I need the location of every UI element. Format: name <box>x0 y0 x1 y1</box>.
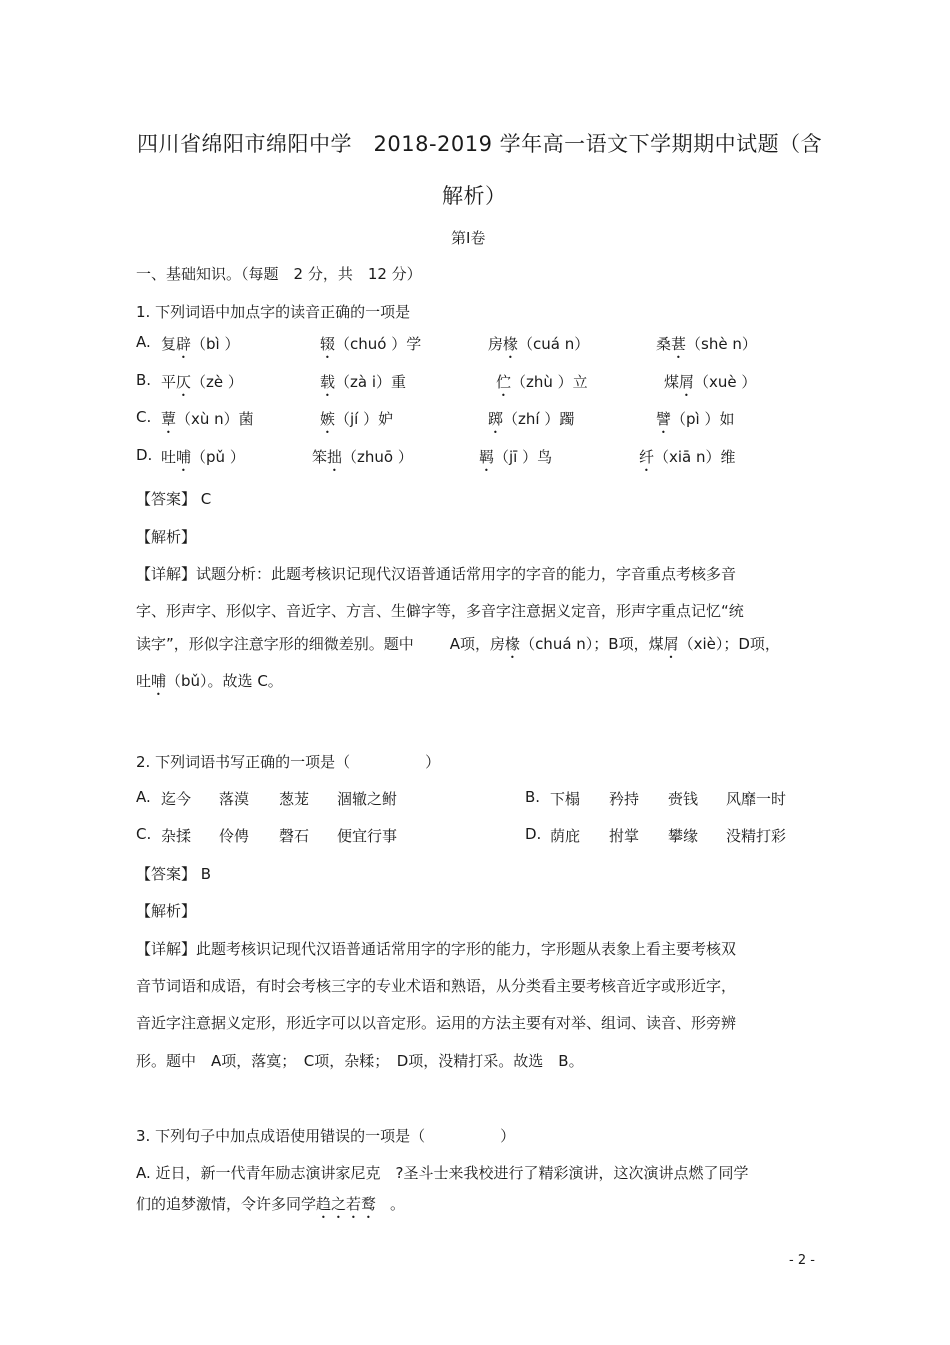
dotted-char: 哺 <box>151 672 167 690</box>
dotted-char: 葚 <box>671 335 687 353</box>
pinyin: （cuá n） <box>518 335 590 353</box>
pinyin: （jī ）鸟 <box>494 448 553 466</box>
text: （bǔ）。故选 C。 <box>166 672 283 690</box>
pinyin: （zhí ）躅 <box>503 410 575 428</box>
option-word: 荫庇 <box>550 827 581 845</box>
option-word: 迄今 <box>161 790 192 808</box>
char: 煤 <box>664 373 680 391</box>
dotted-char: 屑 <box>663 635 679 653</box>
char: 吐 <box>161 448 177 466</box>
char: 房 <box>488 335 504 353</box>
option-word <box>320 408 393 437</box>
option-word <box>479 446 552 475</box>
pinyin: （xù n）菌 <box>176 410 254 428</box>
option-word: 伶俜 <box>219 827 250 845</box>
q1-option-d <box>136 446 836 470</box>
option-word: 落漠 <box>219 790 250 808</box>
pinyin: （jí ）妒 <box>335 410 394 428</box>
option-word <box>656 333 757 362</box>
option-word <box>161 371 243 400</box>
pinyin: （zà i）重 <box>335 373 407 391</box>
q1-option-b <box>136 371 836 395</box>
option-word <box>161 333 240 362</box>
dotted-char: 踯 <box>488 410 504 428</box>
q2-option-a <box>136 788 506 812</box>
char: 桑 <box>656 335 672 353</box>
q2-option-c <box>136 825 506 849</box>
q2-option-d <box>525 825 825 849</box>
dotted-char: 蕈 <box>161 410 177 428</box>
dotted-char: 伫 <box>496 373 512 391</box>
text: 们的追梦激情，令许多同学 <box>136 1195 317 1213</box>
dotted-char: 载 <box>320 373 336 391</box>
q1-detail-line1: 【详解】试题分析：此题考核识记现代汉语普通话常用字的字音的能力，字音重点考核多音 <box>136 565 737 583</box>
volume-heading: 第Ⅰ卷 <box>451 229 486 247</box>
dotted-char: 纤 <box>639 448 655 466</box>
option-word: 杂揉 <box>161 827 192 845</box>
option-label: A. <box>136 333 151 351</box>
document-title-line1: 四川省绵阳市绵阳中学 2018-2019 学年高一语文下学期期中试题（含 <box>137 132 823 156</box>
option-word <box>161 408 254 437</box>
q2-detail-line2: 音节词语和成语，有时会考核三字的专业术语和熟语，从分类看主要考核音近字或形近字， <box>136 977 737 995</box>
dotted-char: 椽 <box>505 635 521 653</box>
option-word: 涸辙之鲋 <box>337 790 398 808</box>
option-word: 便宜行事 <box>337 827 398 845</box>
char: 复 <box>161 335 177 353</box>
pinyin: （zhù ）立 <box>511 373 588 391</box>
char: 平 <box>161 373 177 391</box>
option-word: 攀缘 <box>668 827 699 845</box>
pinyin: （shè n） <box>686 335 757 353</box>
pinyin: （chuó ）学 <box>335 335 422 353</box>
q2-detail-line3: 音近字注意据义定形，形近字可以以音定形。运用的方法主要有对举、组词、读音、形旁辨 <box>136 1014 737 1032</box>
option-word: 磬石 <box>279 827 310 845</box>
dotted-char: 拙 <box>327 448 343 466</box>
q1-detail-line2: 字、形声字、形似字、音近字、方言、生僻字等，多音字注意据义定音，形声字重点记忆“统 <box>136 602 744 620</box>
option-word <box>656 408 734 437</box>
option-word <box>320 333 421 362</box>
option-word: 矜持 <box>609 790 640 808</box>
document-title-line2: 解析） <box>442 184 507 208</box>
dotted-char: 辍 <box>320 335 336 353</box>
option-word: 拊掌 <box>609 827 640 845</box>
text: 吐 <box>136 672 152 690</box>
text: （chuá n）；B项，煤 <box>520 635 664 653</box>
option-label: C. <box>136 408 152 426</box>
option-label: B. <box>525 788 541 806</box>
char: 笨 <box>312 448 328 466</box>
dotted-char: 嫉 <box>320 410 336 428</box>
option-word: 葱茏 <box>279 790 310 808</box>
text: 读字”，形似字注意字形的细微差别。题中 <box>136 635 414 653</box>
pinyin: （zhuō ） <box>342 448 413 466</box>
question-2-stem: 2. 下列词语书写正确的一项是（ ） <box>136 753 441 771</box>
q2-answer: 【答案】 B <box>136 865 212 883</box>
text: （xiè）；D项， <box>678 635 780 653</box>
dotted-char: 哺 <box>176 448 192 466</box>
q2-detail-line4: 形。题中 A项，落寞； C项，杂糅； D项，没精打采。故选 B。 <box>136 1052 584 1070</box>
q3-option-a-line1: A. 近日，新一代青年励志演讲家尼克 ?圣斗士来我校进行了精彩演讲，这次演讲点燃了同学 <box>136 1164 749 1182</box>
dotted-char: 椽 <box>503 335 519 353</box>
dotted-char: 辟 <box>176 335 192 353</box>
option-word <box>488 408 574 437</box>
pinyin: （bì ） <box>191 335 240 353</box>
dotted-idiom: 趋之若鹜 <box>316 1195 377 1213</box>
section-heading: 一、基础知识。（每题 2 分，共 12 分） <box>136 265 422 283</box>
dotted-char: 羁 <box>479 448 495 466</box>
option-word <box>320 371 406 400</box>
q1-detail-line4 <box>136 670 283 699</box>
dotted-char: 屑 <box>679 373 695 391</box>
q2-analysis-label: 【解析】 <box>136 902 197 920</box>
dotted-char: 仄 <box>176 373 192 391</box>
q1-answer: 【答案】 C <box>136 490 212 508</box>
question-1-stem: 1. 下列词语中加点字的读音正确的一项是 <box>136 303 411 321</box>
q2-detail-line1: 【详解】此题考核识记现代汉语普通话常用字的字形的能力，字形题从表象上看主要考核双 <box>136 940 737 958</box>
option-word <box>161 446 245 475</box>
page-number: - 2 - <box>789 1253 815 1268</box>
q1-analysis-label: 【解析】 <box>136 528 197 546</box>
option-label: D. <box>136 446 153 464</box>
pinyin: （xiā n）维 <box>654 448 736 466</box>
pinyin: （pì ）如 <box>671 410 735 428</box>
option-word <box>664 371 756 400</box>
text: A项，房 <box>449 635 506 653</box>
option-label: A. <box>136 788 151 806</box>
option-word <box>496 371 588 400</box>
option-label: C. <box>136 825 152 843</box>
q1-detail-line3 <box>136 633 780 662</box>
text: 。 <box>390 1195 406 1213</box>
option-word: 赍钱 <box>668 790 699 808</box>
option-word: 风靡一时 <box>726 790 787 808</box>
q1-option-a <box>136 333 836 357</box>
option-word <box>639 446 736 475</box>
option-word: 没精打彩 <box>726 827 787 845</box>
dotted-char: 譬 <box>656 410 672 428</box>
option-label: B. <box>136 371 152 389</box>
pinyin: （zè ） <box>191 373 243 391</box>
q1-option-c <box>136 408 836 432</box>
pinyin: （pǔ ） <box>191 448 245 466</box>
option-label: D. <box>525 825 542 843</box>
option-word: 下榻 <box>550 790 581 808</box>
option-word <box>312 446 413 475</box>
option-word <box>488 333 589 362</box>
question-3-stem: 3. 下列句子中加点成语使用错误的一项是（ ） <box>136 1127 516 1145</box>
pinyin: （xuè ） <box>694 373 757 391</box>
q3-option-a-line2 <box>136 1193 405 1222</box>
q2-option-b <box>525 788 825 812</box>
